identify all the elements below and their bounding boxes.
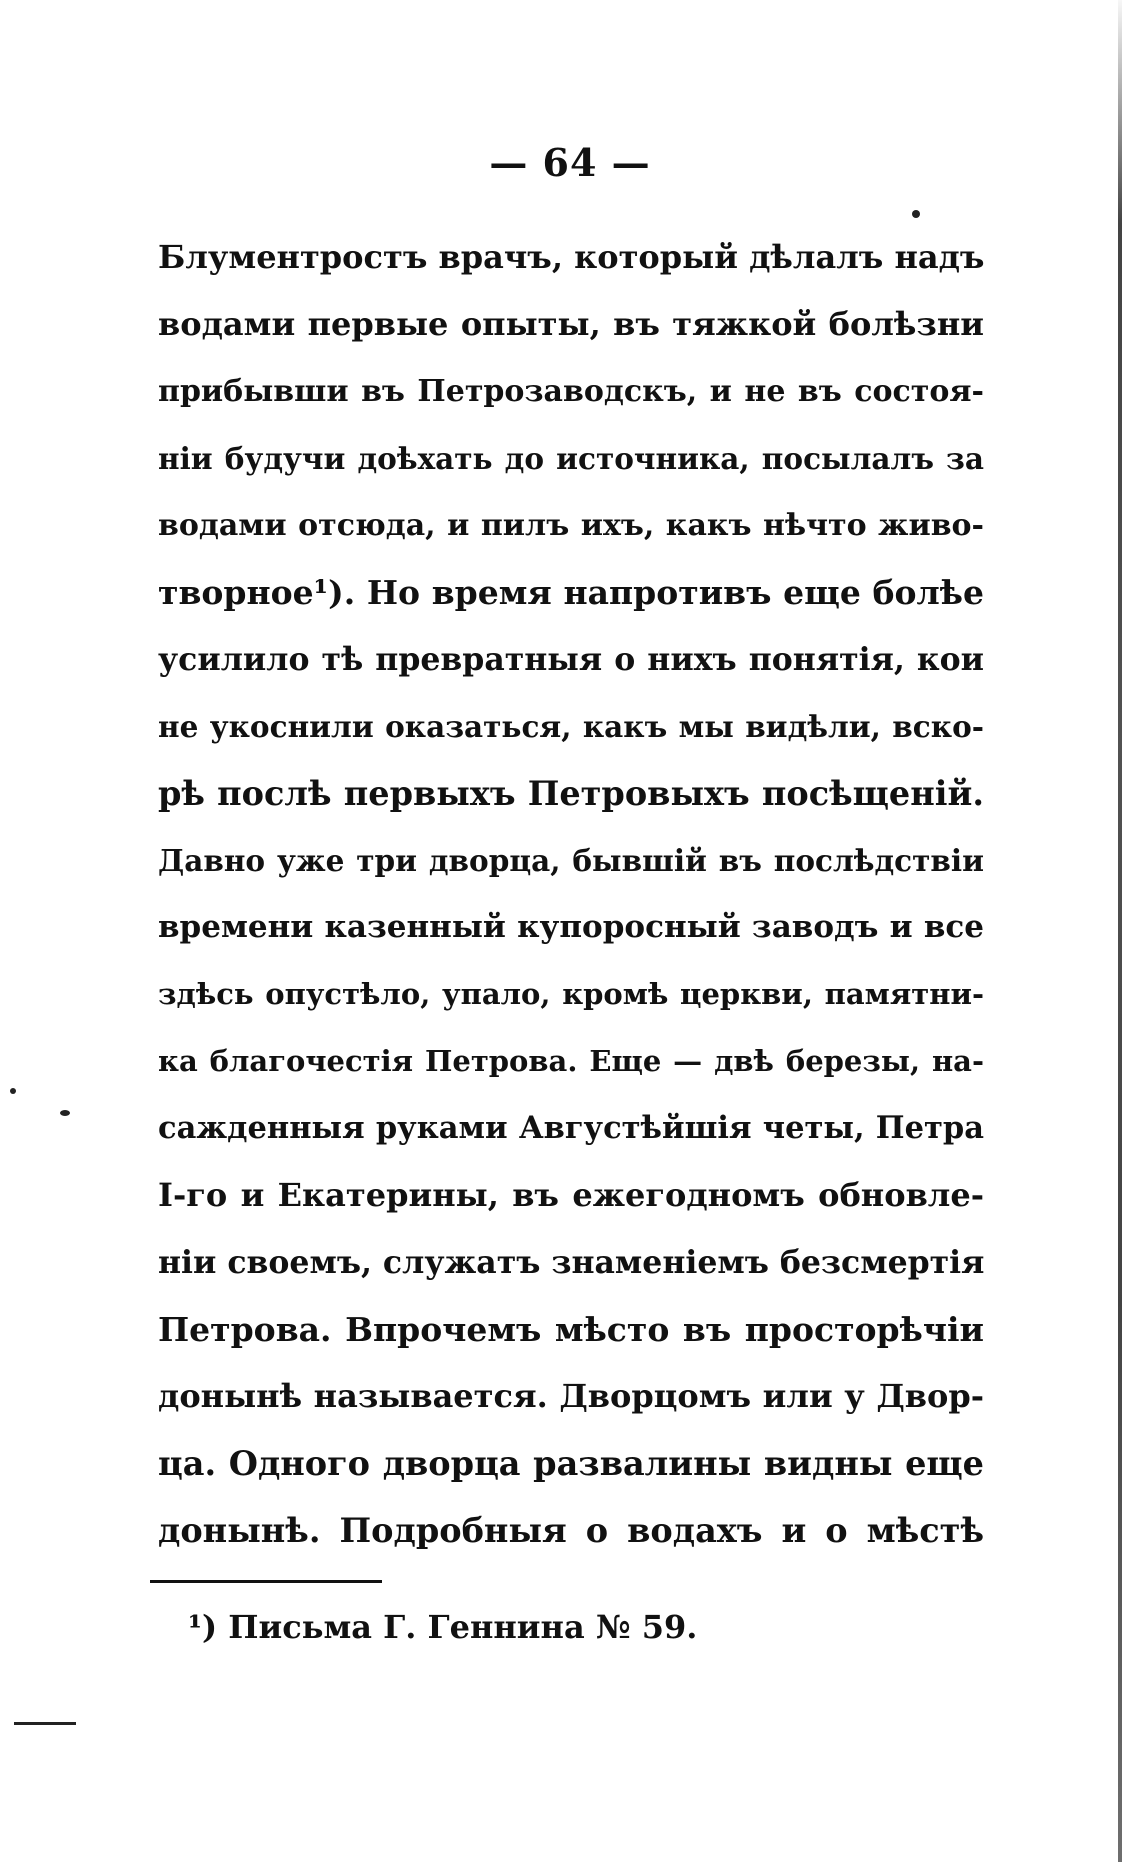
- body-text: [158, 224, 984, 1564]
- text-line: ніи своемъ, служатъ знаменіемъ безсмертія: [158, 1244, 984, 1281]
- text-line: І-го и Екатерины, въ ежегодномъ обновле-: [158, 1176, 984, 1214]
- text-line: Блументростъ врачъ, который дѣлалъ надъ: [158, 238, 984, 276]
- text-line: рѣ послѣ первыхъ Петровыхъ посѣщеній.: [158, 774, 984, 813]
- text-line: ца. Одного дворца развалины видны еще: [158, 1444, 984, 1483]
- ink-speck: [912, 210, 920, 218]
- page-number: — 64 —: [489, 140, 651, 185]
- text-line: ка благочестія Петрова. Еще — двѣ березы, на-: [158, 1044, 984, 1078]
- text-line: ніи будучи доѣхать до источника, посылалъ за: [158, 441, 984, 476]
- text-line: здѣсь опустѣло, упало, кромѣ церкви, памятни-: [158, 977, 984, 1011]
- footnote: ¹) Письма Г. Геннина № 59.: [188, 1608, 698, 1646]
- text-line: водами отсюда, и пилъ ихъ, какъ нѣчто живо-: [158, 508, 984, 543]
- text-line: усилило тѣ превратныя о нихъ понятія, кои: [158, 641, 984, 678]
- margin-mark: [14, 1722, 76, 1725]
- text-line: Давно уже три дворца, бывшій въ послѣдствіи: [158, 843, 984, 878]
- text-line: не укоснили оказаться, какъ мы видѣли, вско-: [158, 709, 984, 744]
- text-line: донынѣ. Подробныя о водахъ и о мѣстѣ: [158, 1511, 984, 1550]
- ink-speck: [10, 1088, 16, 1094]
- text-line: прибывши въ Петрозаводскъ, и не въ состоя-: [158, 374, 984, 409]
- ink-speck: [60, 1110, 70, 1116]
- text-line: донынѣ называется. Дворцомъ или у Двор-: [158, 1377, 984, 1415]
- text-line: творное¹). Но время напротивъ еще болѣе: [158, 573, 984, 612]
- text-line: времени казенный купоросный заводъ и все: [158, 909, 984, 945]
- page-edge-shadow: [1118, 0, 1122, 1862]
- footnote-rule: [150, 1580, 382, 1583]
- text-line: сажденныя руками Августѣйшія четы, Петра: [158, 1110, 984, 1146]
- text-line: Петрова. Впрочемъ мѣсто въ просторѣчіи: [158, 1310, 984, 1349]
- text-line: водами первые опыты, въ тяжкой болѣзни: [158, 305, 984, 343]
